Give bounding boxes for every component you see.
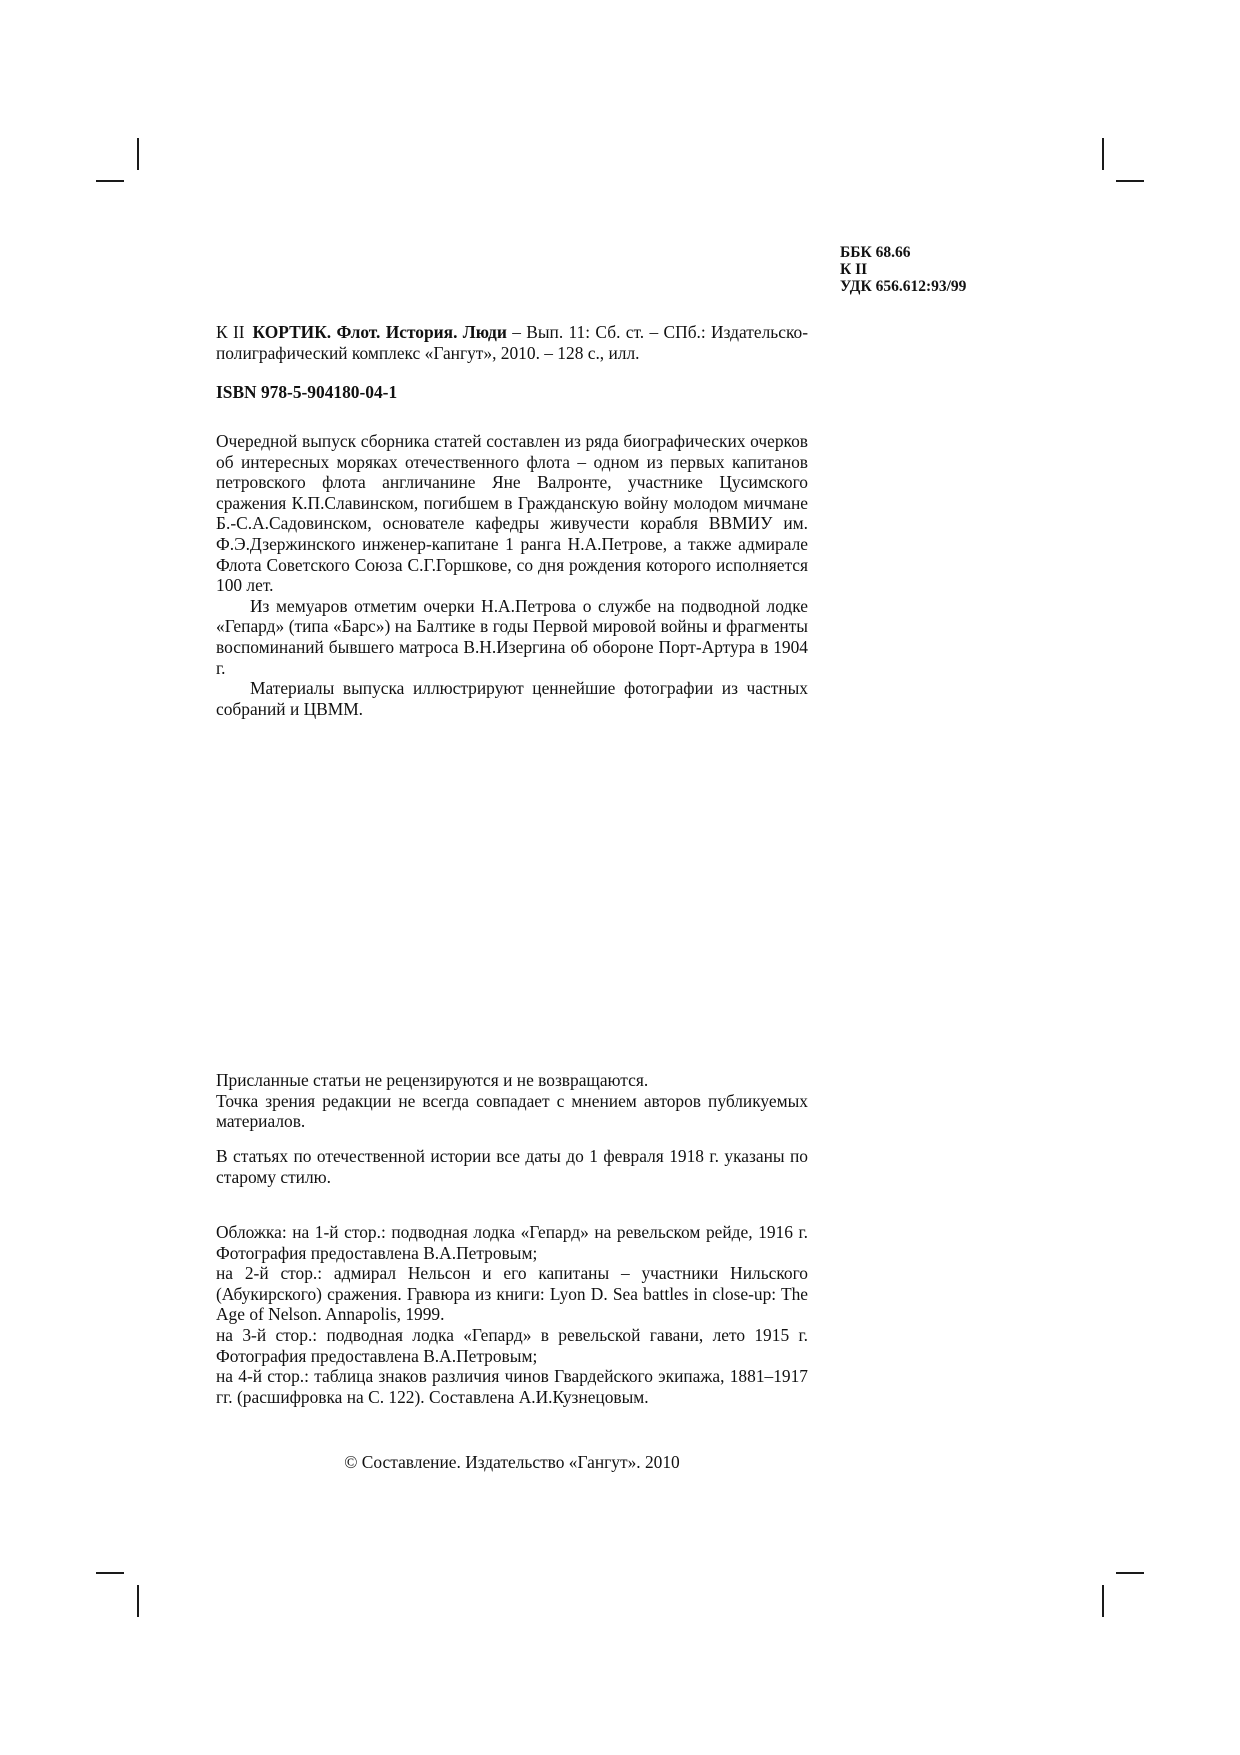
isbn: ISBN 978-5-904180-04-1: [216, 382, 398, 402]
copyright-line: © Составление. Издательство «Гангут». 2010: [344, 1452, 680, 1472]
abstract: [216, 431, 808, 719]
cover-description: на 2-й стор.: адмирал Нельсон и его капитаны – участники Нильского (Абукирского) сражения. Гравюра из книги: Lyon D. Sea battles in close-up: The Age of Nelson. Annapolis, 1999.: [216, 1263, 808, 1325]
crop-mark-bottom-left-horizontal: [96, 1572, 124, 1574]
abstract-paragraph: Из мемуаров отметим очерки Н.А.Петрова о службе на подводной лодке «Гепард» (типа «Барс») на Балтике в годы Первой мировой войны и фрагменты воспоминаний бывшего матроса В.Н.Изергина об обороне Порт-Артура в 1904 г.: [216, 595, 808, 678]
notice-line: Присланные статьи не рецензируются и не возвращаются.: [216, 1070, 649, 1090]
crop-mark-bottom-right-vertical: [1102, 1585, 1104, 1617]
bbk-code: ББК 68.66: [840, 244, 911, 261]
editorial-notice: [216, 1070, 808, 1132]
cover-description: на 3-й стор.: подводная лодка «Гепард» в ревельской гавани, лето 1915 г. Фотография предоставлена В.А.Петровым;: [216, 1324, 808, 1366]
notice-line: Точка зрения редакции не всегда совпадает с мнением авторов публикуемых материалов.: [216, 1090, 808, 1132]
author-index: К II: [840, 261, 868, 278]
bibliographic-details: – Вып. 11: Сб. ст. – СПб.: Издательско-полиграфический комплекс «Гангут», 2010. – 128 с., илл.: [216, 322, 808, 363]
udk-code: УДК 656.612:93/99: [840, 278, 967, 295]
crop-mark-top-left-horizontal: [96, 180, 124, 182]
cover-description: Обложка: на 1-й стор.: подводная лодка «Гепард» на ревельском рейде, 1916 г. Фотография предоставлена В.А.Петровым;: [216, 1222, 808, 1263]
classification-block: [840, 244, 966, 295]
cover-descriptions: [216, 1222, 808, 1407]
crop-mark-top-left-vertical: [137, 138, 139, 170]
crop-mark-top-right-vertical: [1102, 138, 1104, 170]
abstract-paragraph: Материалы выпуска иллюстрируют ценнейшие фотографии из частных собраний и ЦВММ.: [216, 678, 808, 719]
crop-mark-bottom-right-horizontal: [1116, 1572, 1144, 1574]
book-title: КОРТИК. Флот. История. Люди: [252, 322, 507, 342]
cover-description: на 4-й стор.: таблица знаков различия чинов Гвардейского экипажа, 1881–1917 гг. (расшифровка на С. 122). Составлена А.И.Кузнецовым.: [216, 1366, 808, 1407]
crop-mark-top-right-horizontal: [1116, 180, 1144, 182]
crop-mark-bottom-left-vertical: [137, 1585, 139, 1617]
bibliographic-index: К II: [216, 322, 245, 342]
abstract-paragraph: Очередной выпуск сборника статей составлен из ряда биографических очерков об интересных моряках отечественного флота – одном из первых капитанов петровского флота англичанине Яне Валронте, участнике Цусимского сражения К.П.Славинском, погибшем в Гражданскую войну молодом мичмане Б.-С.А.Садовинском, основателе кафедры живучести корабля ВВМИУ им. Ф.Э.Дзержинского инженер-капитане 1 ранга Н.А.Петрове, а также адмирале Флота Советского Союза С.Г.Горшкове, со дня рождения которого исполняется 100 лет.: [216, 431, 808, 596]
bibliographic-record: [216, 322, 808, 363]
date-style-note: В статьях по отечественной истории все даты до 1 февраля 1918 г. указаны по старому стилю.: [216, 1146, 808, 1187]
